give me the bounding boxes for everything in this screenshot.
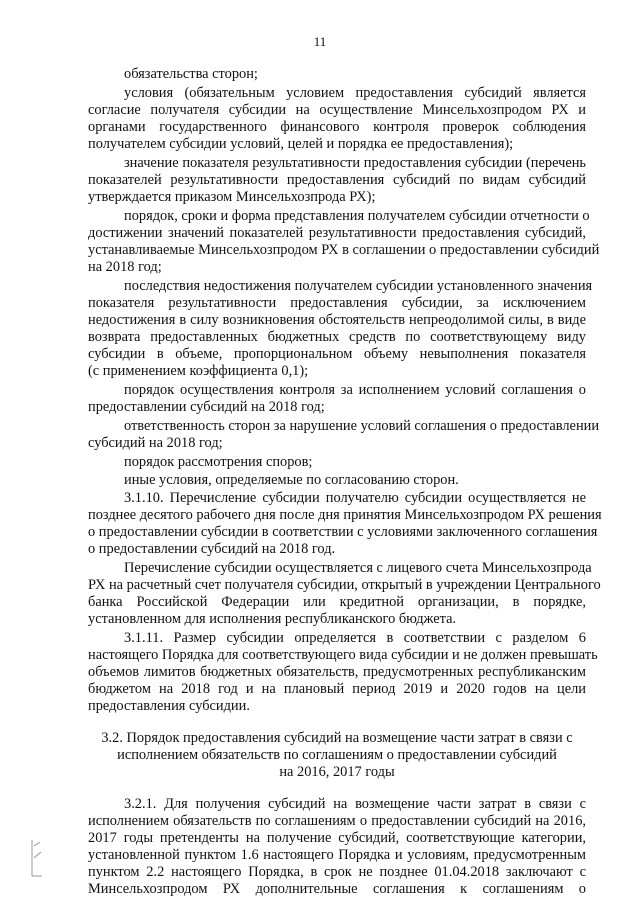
text-line: объемов лимитов бюджетных обязательств, предусмотренных республиканским	[88, 664, 586, 680]
text-line: показателей результативности предоставления субсидий по видам субсидий	[88, 172, 586, 188]
text-line: 3.1.10. Перечисление субсидии получателю субсидии осуществляется не	[124, 490, 586, 506]
text-line: порядок осуществления контроля за исполнением условий соглашения о	[124, 382, 586, 398]
text-line: порядок, сроки и форма представления получателем субсидии отчетности о	[124, 208, 590, 224]
text-line: исполнением обязательств по соглашениям о предоставлении субсидий на 2016,	[88, 813, 586, 829]
text-line: позднее десятого рабочего дня после дня принятия Минсельхозпродом РХ решения	[88, 507, 602, 523]
section-heading: на 2016, 2017 годы	[279, 764, 395, 780]
text-line: Перечисление субсидии осуществляется с лицевого счета Минсельхозпрода	[124, 560, 592, 576]
text-line: (с применением коэффициента 0,1);	[88, 363, 309, 379]
text-line: субсидии в объеме, пропорциональном объему невыполнения показателя	[88, 346, 586, 362]
text-line: пунктом 2.2 настоящего Порядка, в срок не позднее 01.04.2018 заключают с	[88, 864, 586, 880]
text-line: 2017 годы претенденты на получение субсидий, соответствующие категории,	[88, 830, 586, 846]
text-line: 3.1.11. Размер субсидии определяется в соответствии с разделом 6	[124, 630, 586, 646]
text-line: бюджетом на 2018 год и на плановый период 2019 и 2020 годов на цели	[88, 681, 586, 697]
text-line: РХ на расчетный счет получателя субсидии, открытый в учреждении Центрального	[88, 577, 601, 593]
text-line: настоящего Порядка для соответствующего вида субсидии и не должен превышать	[88, 647, 598, 663]
text-line: банка Российской Федерации или кредитной организации, в порядке,	[88, 594, 586, 610]
text-line: возврата предоставленных бюджетных средств по соответствующему виду	[88, 329, 586, 345]
text-line: Минсельхозпродом РХ дополнительные соглашения к соглашениям о	[88, 881, 586, 897]
page-number: 11	[313, 34, 327, 49]
text-line: о предоставлении субсидий на 2018 год.	[88, 541, 336, 557]
text-line: о предоставлении субсидии в соответствии с условиями заключенного соглашения	[88, 524, 598, 540]
text-line: показателя результативности предоставления субсидии, за исключением	[88, 295, 586, 311]
text-line: обязательства сторон;	[124, 66, 258, 82]
text-line: иные условия, определяемые по согласованию сторон.	[124, 472, 459, 488]
text-line: на 2018 год;	[88, 259, 162, 275]
text-line: ответственность сторон за нарушение условий соглашения о предоставлении	[124, 418, 600, 434]
section-heading: исполнением обязательств по соглашениям о предоставлении субсидий	[117, 747, 557, 763]
text-line: устанавливаемые Минсельхозпродом РХ в соглашении о предоставлении субсидий	[88, 242, 600, 258]
text-line: субсидий на 2018 год;	[88, 435, 223, 451]
margin-stamp-mark	[30, 838, 44, 878]
text-line: условия (обязательным условием предоставления субсидий является	[124, 85, 586, 101]
text-line: согласие получателя субсидии на осуществление Минсельхозпродом РХ и	[88, 102, 586, 118]
text-line: предоставления субсидии.	[88, 698, 250, 714]
text-line: предоставлении субсидий на 2018 год;	[88, 399, 325, 415]
text-line: установленной пунктом 1.6 настоящего Порядка и условиям, предусмотренным	[88, 847, 586, 863]
text-line: органами государственного финансового контроля проверок соблюдения	[88, 119, 586, 135]
text-line: последствия недостижения получателем субсидии установленного значения	[124, 278, 593, 294]
text-line: порядок рассмотрения споров;	[124, 454, 313, 470]
text-line: значение показателя результативности предоставления субсидии (перечень	[124, 155, 586, 171]
text-line: получателем субсидии условий, целей и порядка ее предоставления);	[88, 136, 514, 152]
section-heading: 3.2. Порядок предоставления субсидий на возмещение части затрат в связи с	[101, 730, 573, 746]
text-line: 3.2.1. Для получения субсидий на возмещение части затрат в связи с	[124, 796, 586, 812]
text-line: достижении значений показателей результативности предоставления субсидий,	[88, 225, 586, 241]
text-line: установленном для исполнения республиканского бюджета.	[88, 611, 457, 627]
text-line: утверждается приказом Минсельхозпрода РХ);	[88, 189, 376, 205]
text-line: недостижения в силу возникновения обстоятельств непреодолимой силы, в виде	[88, 312, 586, 328]
